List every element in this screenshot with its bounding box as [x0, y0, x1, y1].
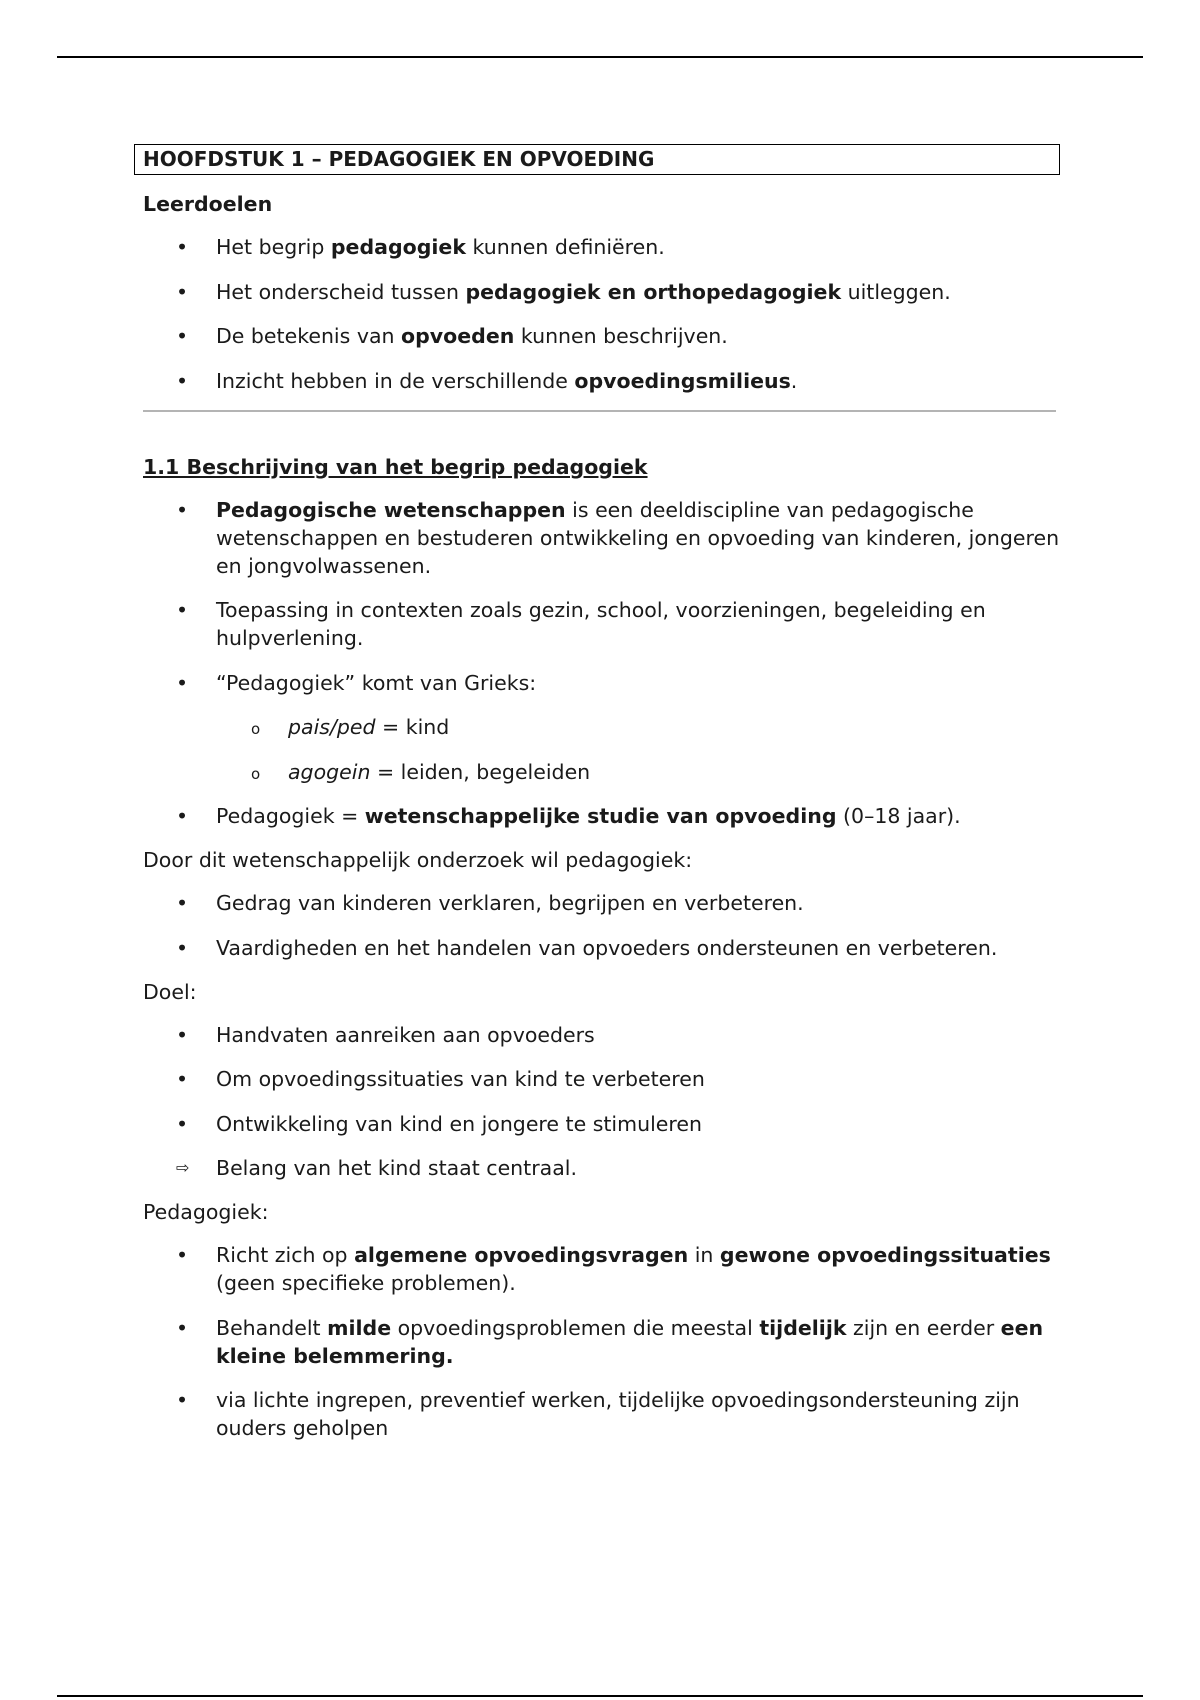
- pedagogiek-label: Pedagogiek:: [143, 1200, 269, 1224]
- greek-origin-list: [143, 713, 1063, 786]
- bullet-icon: •: [176, 1243, 189, 1267]
- bullet-icon: •: [176, 598, 189, 622]
- list-item: • via lichte ingrepen, preventief werken, tijdelijke opvoedingsondersteuning zijn ouders geholpen: [176, 1388, 1020, 1440]
- list-item: • Het begrip pedagogiek kunnen definiëren.: [176, 235, 665, 259]
- list-item: • Toepassing in contexten zoals gezin, school, voorzieningen, begeleiding en hulpverlening.: [176, 598, 986, 650]
- list-item: • De betekenis van opvoeden kunnen beschrijven.: [176, 324, 728, 348]
- list-item: • Pedagogiek = wetenschappelijke studie van opvoeding (0–18 jaar).: [176, 804, 961, 828]
- bullet-icon: •: [176, 935, 189, 960]
- list-item: • “Pedagogiek” komt van Grieks:: [176, 670, 537, 695]
- bullet-icon: •: [176, 368, 189, 393]
- circle-bullet-icon: o: [251, 720, 261, 738]
- bullet-icon: •: [176, 279, 189, 304]
- arrow-right-icon: ⇨: [176, 1158, 190, 1177]
- list-item: • Om opvoedingssituaties van kind te verbeteren: [176, 1067, 705, 1091]
- bullet-icon: •: [176, 891, 189, 915]
- bullet-icon: •: [176, 670, 189, 695]
- bullet-icon: •: [176, 1022, 189, 1047]
- page-top-rule: [57, 56, 1143, 58]
- section-title: 1.1 Beschrijving van het begrip pedagogiek: [143, 454, 648, 479]
- list-item: • Richt zich op algemene opvoedingsvragen in gewone opvoedingssituaties (geen specifieke problemen).: [176, 1243, 1051, 1295]
- chapter-title: HOOFDSTUK 1 – PEDAGOGIEK EN OPVOEDING: [134, 144, 1060, 175]
- document-content: [143, 144, 1063, 1442]
- bullet-icon: •: [176, 235, 189, 259]
- research-list: [143, 889, 1063, 962]
- bullet-icon: •: [176, 1111, 189, 1136]
- definition-list: [143, 802, 1063, 830]
- pedagogiek-list: [143, 1241, 1063, 1442]
- bullet-icon: •: [176, 1315, 189, 1340]
- page-bottom-rule: [57, 1695, 1143, 1697]
- doel-label: Doel:: [143, 979, 197, 1004]
- list-item: ⇨ Belang van het kind staat centraal.: [176, 1156, 577, 1180]
- section-divider: [143, 410, 1056, 412]
- list-item: • Pedagogische wetenschappen is een deeldiscipline van pedagogische wetenschappen en bestuderen ontwikkeling en opvoeding van kinderen, jongeren en jongvolwassenen.: [176, 497, 1060, 578]
- list-item: o agogein = leiden, begeleiden: [143, 758, 1063, 786]
- list-item: • Behandelt milde opvoedingsproblemen die meestal tijdelijk zijn en eerder een kleine belemmering.: [176, 1315, 1044, 1368]
- list-item: • Het onderscheid tussen pedagogiek en orthopedagogiek uitleggen.: [176, 279, 951, 304]
- bullet-icon: •: [176, 324, 189, 348]
- list-item: • Gedrag van kinderen verklaren, begrijpen en verbeteren.: [176, 891, 804, 915]
- list-item: • Inzicht hebben in de verschillende opvoedingsmilieus.: [176, 368, 798, 393]
- bullet-icon: •: [176, 1067, 189, 1091]
- list-item: • Vaardigheden en het handelen van opvoeders ondersteunen en verbeteren.: [176, 935, 998, 960]
- leerdoelen-heading: Leerdoelen: [143, 192, 273, 216]
- bullet-icon: •: [176, 804, 189, 828]
- research-intro: Door dit wetenschappelijk onderzoek wil pedagogiek:: [143, 848, 693, 872]
- bullet-icon: •: [176, 497, 189, 522]
- leerdoelen-list: [143, 233, 1063, 395]
- list-item: • Handvaten aanreiken aan opvoeders: [176, 1022, 595, 1047]
- doel-list: [143, 1021, 1063, 1183]
- bullet-icon: •: [176, 1388, 189, 1412]
- circle-bullet-icon: o: [251, 764, 261, 783]
- intro-list: [143, 496, 1063, 697]
- list-item: o pais/ped = kind: [143, 713, 1063, 741]
- list-item: • Ontwikkeling van kind en jongere te stimuleren: [176, 1111, 702, 1136]
